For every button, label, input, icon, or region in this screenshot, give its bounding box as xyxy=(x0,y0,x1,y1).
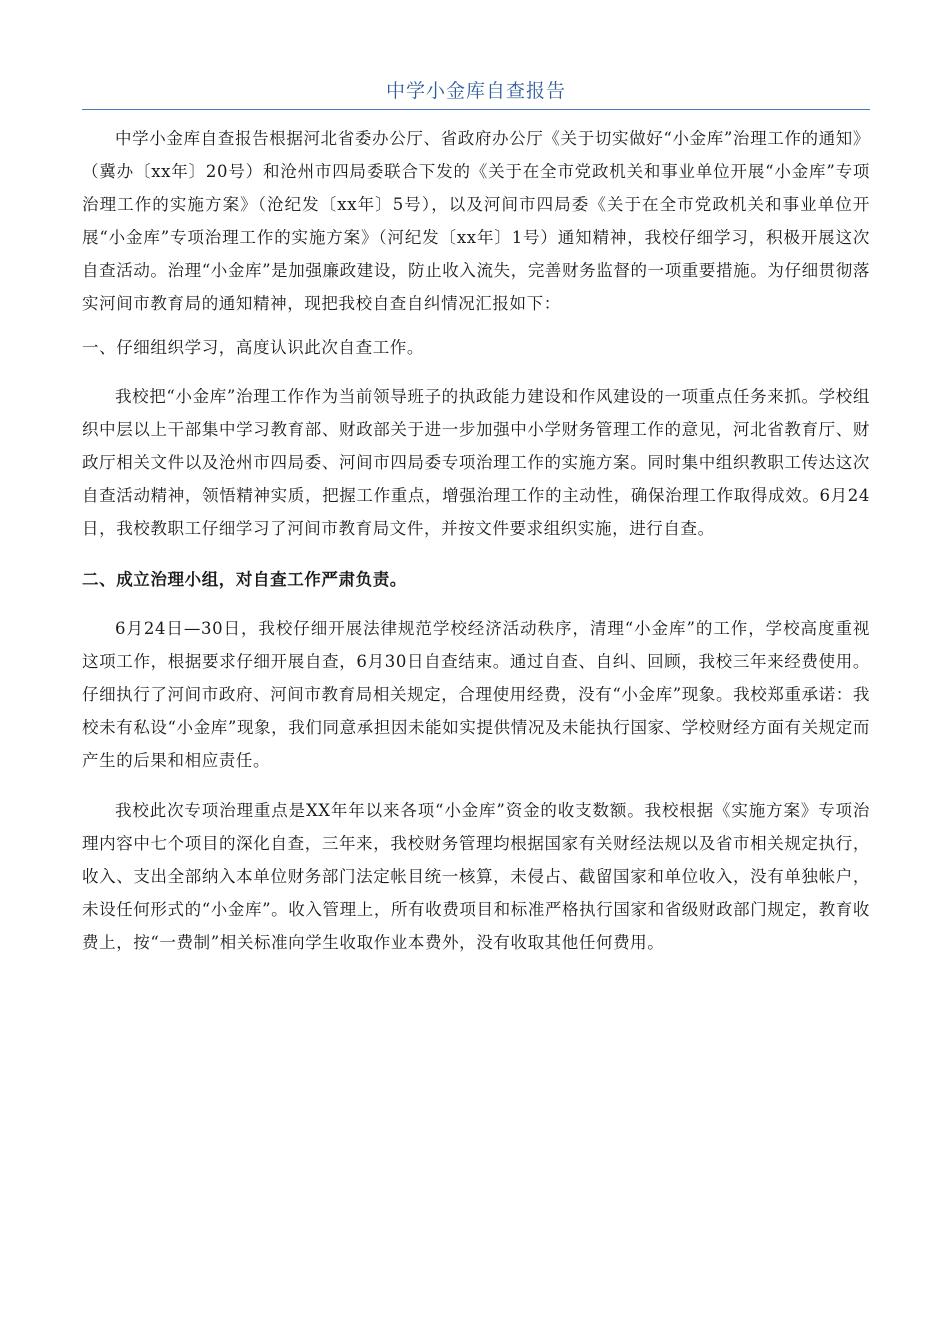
section-heading-2: 二、成立治理小组，对自查工作严肃负责。 xyxy=(82,570,407,589)
document-title: 中学小金库自查报告 xyxy=(385,80,566,102)
document-page xyxy=(82,76,870,959)
section-2-paragraph-2: 我校此次专项治理重点是XX年年以来各项“小金库”资金的收支数额。我校根据《实施方案》专项治理内容中七个项目的深化自查，三年来，我校财务管理均根据国家有关财经法规以及省市相关规定执行，收入、支出全部纳入本单位财务部门法定帐目统一核算，未侵占、截留国家和单位收入，没有单独帐户，未设任何形式的“小金库”。收入管理上，所有收费项目和标准严格执行国家和省级财政部门规定，教育收费上，按“一费制”相关标准向学生收取作业本费外，没有收取其他任何费用。 xyxy=(82,801,870,952)
section-heading-1: 一、仔细组织学习，高度认识此次自查工作。 xyxy=(82,338,424,357)
intro-paragraph: 中学小金库自查报告根据河北省委办公厅、省政府办公厅《关于切实做好“小金库”治理工作的通知》（冀办〔xx年〕20号）和沧州市四局委联合下发的《关于在全市党政机关和事业单位开展“小金库”专项治理工作的实施方案》（沧纪发〔xx年〕5号），以及河间市四局委《关于在全市党政机关和事业单位开展“小金库”专项治理工作的实施方案》（河纪发〔xx年〕1号）通知精神，我校仔细学习，积极开展这次自查活动。治理“小金库”是加强廉政建设，防止收入流失，完善财务监督的一项重要措施。为仔细贯彻落实河间市教育局的通知精神，现把我校自查自纠情况汇报如下： xyxy=(82,129,870,313)
title-underline xyxy=(82,109,870,110)
section-1-paragraph: 我校把“小金库”治理工作作为当前领导班子的执政能力建设和作风建设的一项重点任务来抓。学校组织中层以上干部集中学习教育部、财政部关于进一步加强中小学财务管理工作的意见，河北省教育厅、财政厅相关文件以及沧州市四局委、河间市四局委专项治理工作的实施方案。同时集中组织教职工传达这次自查活动精神，领悟精神实质，把握工作重点，增强治理工作的主动性，确保治理工作取得成效。6月24日，我校教职工仔细学习了河间市教育局文件，并按文件要求组织实施，进行自查。 xyxy=(82,387,870,538)
section-2-paragraph-1: 6月24日—30日，我校仔细开展法律规范学校经济活动秩序，清理“小金库”的工作，学校高度重视这项工作，根据要求仔细开展自查，6月30日自查结束。通过自查、自纠、回顾，我校三年来经费使用。仔细执行了河间市政府、河间市教育局相关规定，合理使用经费，没有“小金库”现象。我校郑重承诺：我校未有私设“小金库”现象，我们同意承担因未能如实提供情况及未能执行国家、学校财经方面有关规定而产生的后果和相应责任。 xyxy=(82,619,870,770)
